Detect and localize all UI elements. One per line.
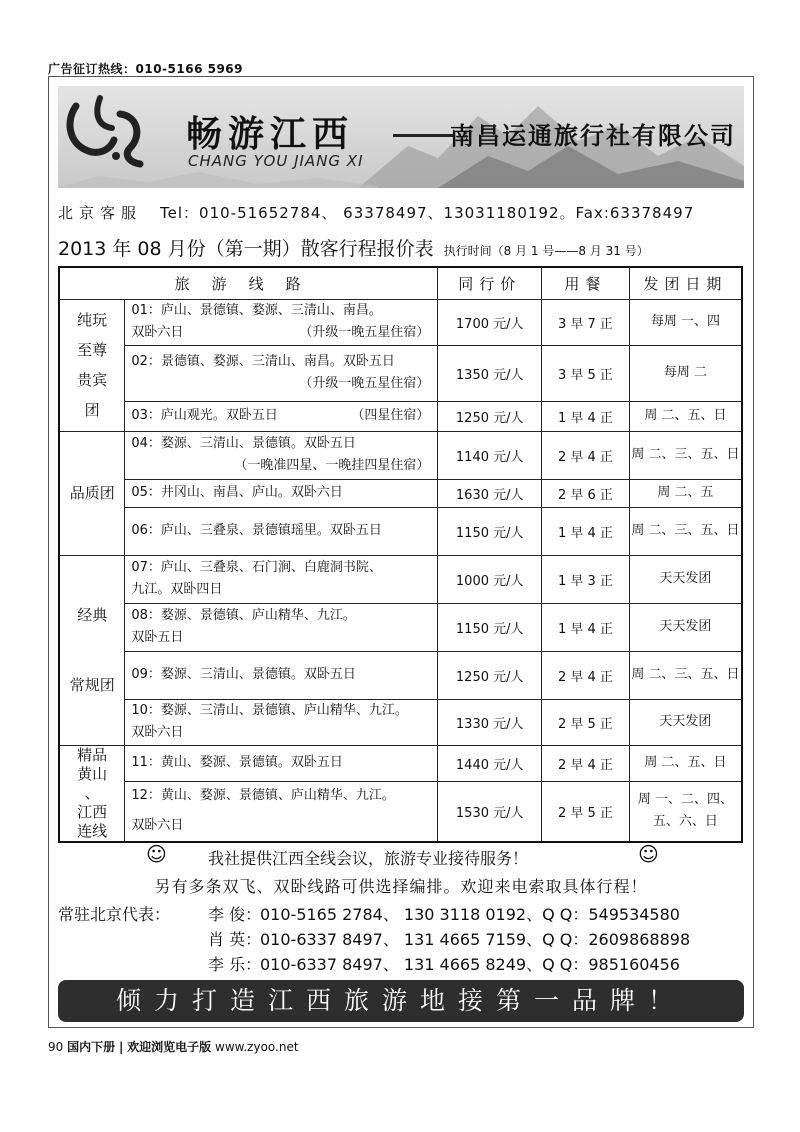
price-table (58, 266, 743, 843)
date-cell: 周 二、三、五、日 (629, 651, 742, 699)
rep-info: 010-6337 8497、 131 4665 8249、Q Q：985160456 (260, 955, 680, 974)
meal-cell: 2 早 5 正 (542, 699, 630, 745)
meal-cell: 1 早 4 正 (542, 603, 630, 651)
table-row (59, 699, 742, 745)
page-number: 90 (48, 1040, 64, 1054)
date-cell: 周 二、五、日 (629, 745, 742, 781)
rep-name: 李 乐： (208, 955, 262, 974)
price-cell: 1150 元/人 (438, 603, 542, 651)
banner-dash (393, 134, 453, 137)
table-row (59, 555, 742, 603)
price-cell: 1350 元/人 (438, 345, 542, 401)
table-row (59, 651, 742, 699)
rep-name: 李 俊： (208, 905, 262, 924)
table-row (59, 345, 742, 401)
rep-info: 010-5165 2784、 130 3118 0192、Q Q：549534580 (260, 905, 680, 924)
price-cell: 1000 元/人 (438, 555, 542, 603)
smiley-icon: ☺ (146, 842, 167, 866)
beijing-representatives (58, 902, 690, 977)
slogan-banner: 倾力打造江西旅游地接第一品牌！ (58, 980, 744, 1022)
date-cell: 天天发团 (629, 555, 742, 603)
header-date: 发团日期 (629, 267, 742, 299)
route-text: 04：婺源、三清山、景德镇。双卧五日 (131, 436, 356, 451)
route-text: 03：庐山观光。双卧五日 (131, 408, 278, 423)
footer-text: 欢迎浏览电子版 (127, 1040, 212, 1054)
table-row (59, 603, 742, 651)
route-text: 11：黄山、婺源、景德镇。双卧五日 (125, 745, 438, 781)
service-label: 北京客服 (58, 204, 143, 222)
meal-cell: 3 早 7 正 (542, 299, 630, 345)
price-cell: 1700 元/人 (438, 299, 542, 345)
table-row (59, 507, 742, 555)
table-row (59, 745, 742, 781)
footer-separator: | (118, 1040, 124, 1054)
header-route: 旅游线路 (59, 267, 438, 299)
route-text: 05：井冈山、南昌、庐山。双卧六日 (125, 479, 438, 507)
price-cell: 1250 元/人 (438, 401, 542, 431)
route-note: （升级一晚五星住宿） (299, 376, 430, 391)
date-cell: 周 二、五 (629, 479, 742, 507)
date-cell: 周 二、三、五、日 (629, 507, 742, 555)
date-cell: 周 二、三、五、日 (629, 431, 742, 479)
category-quality: 品质团 (59, 431, 125, 555)
route-text: 12：黄山、婺源、景德镇、庐山精华、九江。 (131, 788, 395, 804)
rep-label: 常驻北京代表： (58, 905, 171, 924)
table-row (59, 781, 742, 841)
execution-period: 执行时间（8 月 1 号——8 月 31 号） (443, 244, 649, 258)
price-cell: 1250 元/人 (438, 651, 542, 699)
price-cell: 1440 元/人 (438, 745, 542, 781)
ad-hotline: 广告征订热线：010-5166 5969 (48, 62, 244, 76)
date-cell: 每周 一、四 (629, 299, 742, 345)
route-text-2: 双卧六日 (131, 818, 184, 834)
category-classic-bottom: 常规团 (69, 676, 115, 694)
page-footer (48, 1038, 299, 1055)
category-huangshan: 精品 黄山 、 江西 连线 (59, 745, 125, 842)
meal-cell: 2 早 5 正 (542, 781, 630, 841)
meal-cell: 1 早 3 正 (542, 555, 630, 603)
company-name: 南昌运通旅行社有限公司 (450, 121, 736, 150)
price-cell: 1630 元/人 (438, 479, 542, 507)
table-title-main: 2013 年 08 月份（第一期）散客行程报价表 (58, 238, 434, 260)
category-classic (59, 555, 125, 745)
meal-cell: 1 早 4 正 (542, 507, 630, 555)
table-row (59, 401, 742, 431)
route-text: 07：庐山、三叠泉、石门涧、白鹿洞书院、 (131, 560, 382, 575)
price-cell: 1530 元/人 (438, 781, 542, 841)
meal-cell: 3 早 5 正 (542, 345, 630, 401)
service-contacts: Tel：010-51652784、 63378497、13031180192。Fax:63378497 (160, 204, 695, 222)
header-price: 同行价 (438, 267, 542, 299)
route-text: 01：庐山、景德镇、婺源、三清山、南昌。 (131, 303, 382, 318)
banner-pinyin: CHANG YOU JIANG XI (188, 152, 364, 170)
rep-name: 肖 英： (208, 930, 262, 949)
table-row (59, 479, 742, 507)
date-cell: 周 一、二、四、五、六、日 (629, 781, 742, 841)
meal-cell: 1 早 4 正 (542, 401, 630, 431)
route-text-2: 双卧六日 (131, 725, 184, 740)
table-header-row (59, 267, 742, 299)
meal-cell: 2 早 6 正 (542, 479, 630, 507)
rep-info: 010-6337 8497、 131 4665 7159、Q Q：2609868898 (260, 930, 691, 949)
meal-cell: 2 早 4 正 (542, 651, 630, 699)
date-cell: 天天发团 (629, 603, 742, 651)
promo-line-2: 另有多条双飞、双卧线路可供选择编排。欢迎来电索取具体行程！ (154, 877, 648, 896)
route-text: 06：庐山、三叠泉、景德镇瑶里。双卧五日 (125, 507, 438, 555)
route-text: 08：婺源、景德镇、庐山精华、九江。 (131, 608, 356, 623)
footer-section: 国内下册 (67, 1040, 116, 1054)
brand-logo-icon (58, 86, 158, 172)
service-line (58, 202, 694, 223)
category-premium: 纯玩 至尊 贵宾团 (59, 299, 125, 431)
table-row (59, 299, 742, 345)
category-classic-top: 经典 (77, 606, 108, 624)
price-table-title (58, 234, 649, 261)
smiley-icon: ☺ (638, 842, 659, 866)
meal-cell: 2 早 4 正 (542, 431, 630, 479)
price-cell: 1330 元/人 (438, 699, 542, 745)
date-cell: 天天发团 (629, 699, 742, 745)
route-text: 09：婺源、三清山、景德镇。双卧五日 (125, 651, 438, 699)
header-meal: 用餐 (542, 267, 630, 299)
route-note: （升级一晚五星住宿） (299, 325, 430, 340)
date-cell: 周 二、五、日 (629, 401, 742, 431)
header-banner (58, 86, 744, 188)
table-row (59, 431, 742, 479)
banner-title: 畅游江西 (186, 113, 355, 155)
route-text-2: 双卧五日 (131, 630, 184, 645)
price-cell: 1140 元/人 (438, 431, 542, 479)
promo-text-1: 我社提供江西全线会议，旅游专业接待服务！ (208, 849, 529, 868)
route-note: （一晚准四星、一晚挂四星住宿） (234, 458, 430, 473)
route-text: 02：景德镇、婺源、三清山、南昌。双卧五日 (131, 354, 395, 369)
route-text-2: 双卧六日 (131, 325, 184, 340)
meal-cell: 2 早 4 正 (542, 745, 630, 781)
route-text: 10：婺源、三清山、景德镇、庐山精华、九江。 (131, 703, 408, 718)
footer-url[interactable]: www.zyoo.net (215, 1040, 299, 1054)
route-note: （四星住宿） (351, 408, 430, 423)
price-cell: 1150 元/人 (438, 507, 542, 555)
date-cell: 每周 二 (629, 345, 742, 401)
route-text-2: 九江。双卧四日 (131, 582, 223, 597)
